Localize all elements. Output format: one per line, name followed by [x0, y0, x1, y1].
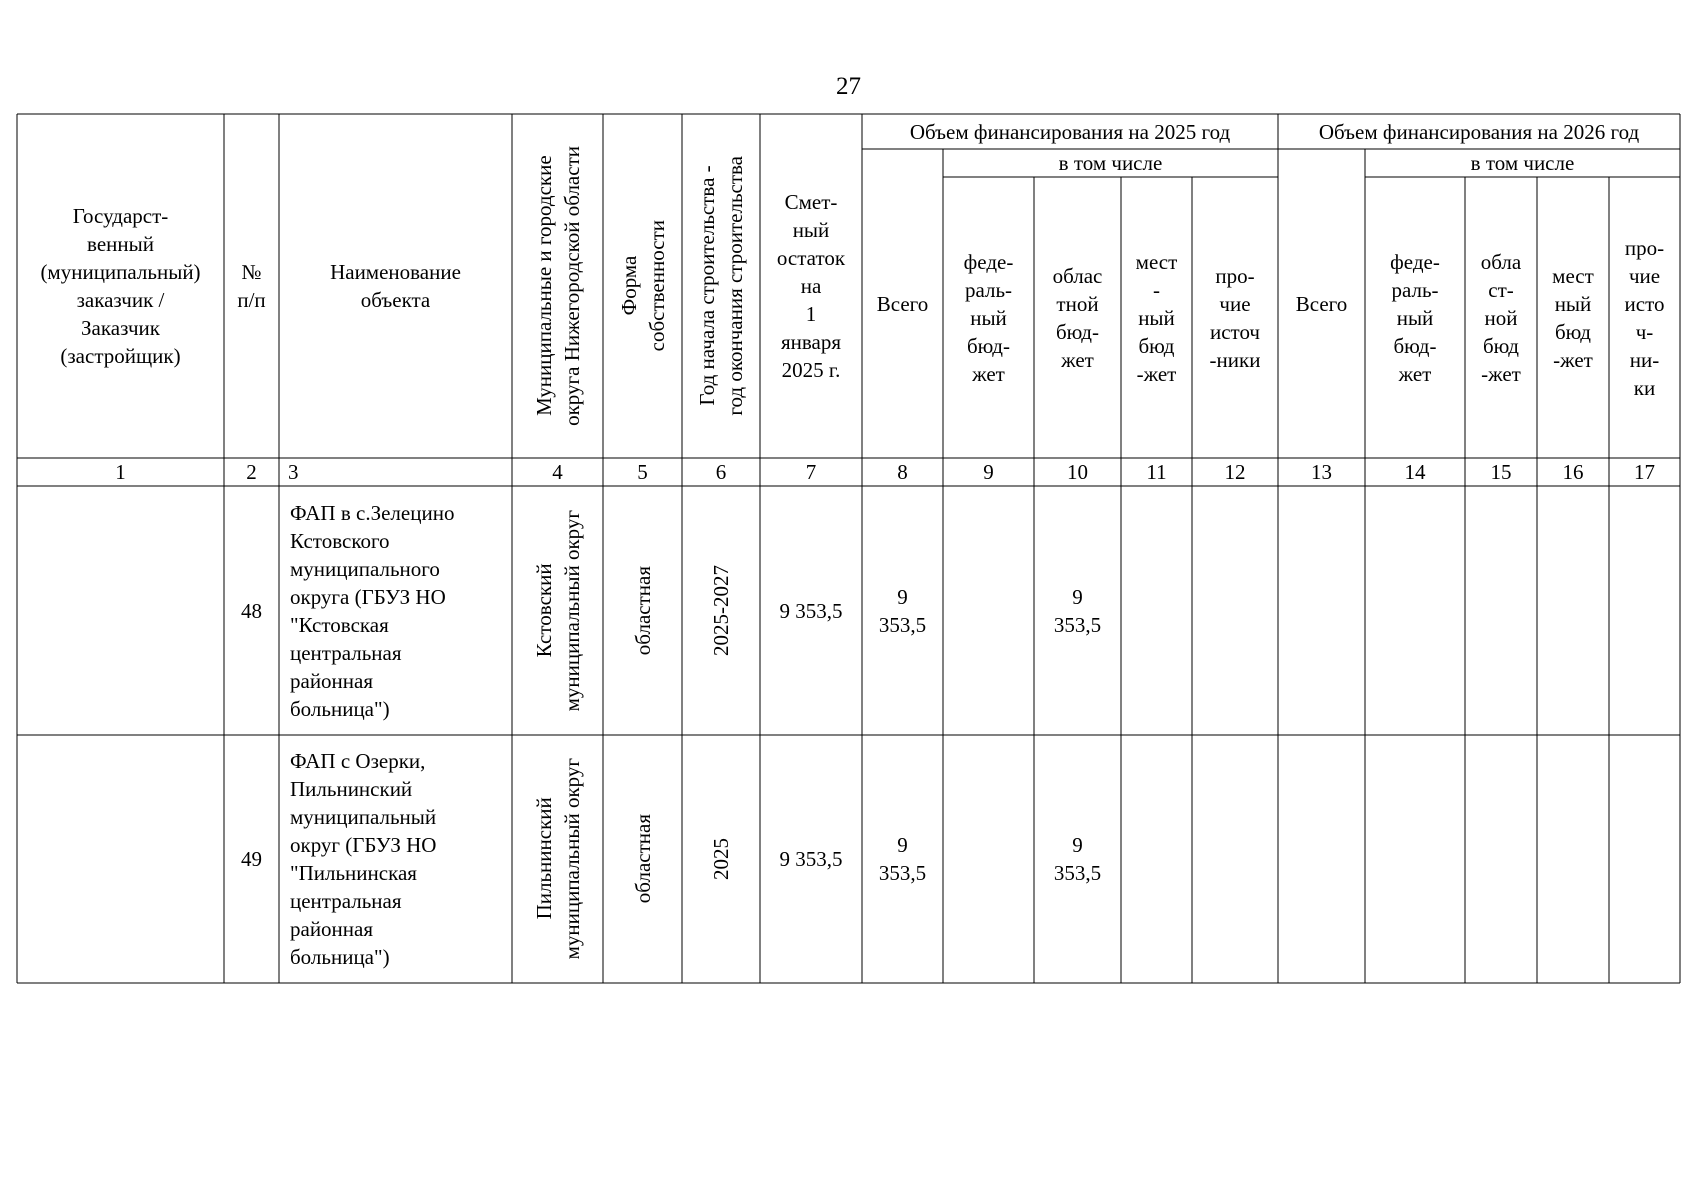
row-49-customer — [17, 735, 224, 983]
column-number: 15 — [1490, 460, 1512, 484]
row-49-number: 49 — [241, 847, 262, 871]
row-49-local-2025 — [1121, 735, 1192, 983]
header-group-2026: Объем финансирования на 2026 год — [1318, 119, 1640, 144]
header-customer: Государст- венный (муниципальный) заказчик / Заказчик (застройщик) — [40, 204, 201, 368]
column-number: 16 — [1562, 460, 1584, 484]
column-number: 3 — [288, 460, 299, 484]
row-49-other-2025 — [1192, 735, 1278, 983]
row-48-regional-2026 — [1465, 486, 1537, 735]
column-number: 6 — [715, 460, 727, 484]
row-48-total-2025: 9 353,5 — [878, 584, 927, 637]
header-federal-2025: феде- раль- ный бюд- жет — [963, 249, 1014, 386]
column-number: 9 — [983, 460, 994, 484]
header-total-2026: Всего — [1295, 291, 1348, 316]
row-49-municipality: Пильнинский муниципальный округ — [531, 758, 584, 960]
header-total-2025: Всего — [876, 291, 929, 316]
row-48-ownership: областная — [630, 565, 655, 656]
row-48-customer — [17, 486, 224, 735]
row-49-total-2026 — [1278, 735, 1365, 983]
column-number: 11 — [1146, 460, 1167, 484]
header-number: № п/п — [237, 260, 266, 312]
column-number: 12 — [1224, 460, 1246, 484]
row-49-total-2025: 9 353,5 — [878, 833, 927, 885]
row-49-regional-2025: 9 353,5 — [1053, 833, 1102, 885]
row-49-years-cell — [682, 735, 760, 983]
row-48-other-2025 — [1192, 486, 1278, 735]
header-other-2026: про- чие исто ч- ни- ки — [1624, 235, 1665, 400]
header-local-2025: мест - ный бюд -жет — [1135, 249, 1178, 386]
header-including-2025: в том числе — [1058, 151, 1163, 175]
row-48-name: ФАП в с.Зелецино Кстовского муниципального округа (ГБУЗ НО "Кстовская центральная районная больница") — [290, 500, 455, 721]
row-48-local-2026 — [1537, 486, 1609, 735]
header-group-2025: Объем финансирования на 2025 год — [909, 119, 1231, 144]
column-number: 13 — [1311, 460, 1332, 484]
header-years: Год начала строительства - год окончания строительства — [695, 156, 747, 416]
row-48-ownership-cell — [603, 486, 682, 735]
row-49-other-2026 — [1609, 735, 1680, 983]
row-49-regional-2026 — [1465, 735, 1537, 983]
column-number: 7 — [805, 460, 817, 484]
row-49-ownership-cell — [603, 735, 682, 983]
row-48-municipality-cell — [512, 486, 603, 735]
header-ownership: Форма собственности — [616, 220, 669, 352]
header-municipality: Муниципальные и городские округа Нижегородской области — [531, 146, 584, 426]
header-years-cell — [682, 114, 760, 458]
column-number: 8 — [897, 460, 908, 484]
page-number: 27 — [836, 73, 861, 100]
header-ownership-cell — [603, 114, 682, 458]
column-number: 10 — [1067, 460, 1088, 484]
row-49-ownership: областная — [630, 814, 655, 904]
column-number: 14 — [1404, 460, 1426, 484]
header-other-2025: про- чие источ -ники — [1209, 263, 1261, 372]
row-48-municipality: Кстовский муниципальный округ — [531, 509, 584, 712]
column-number: 4 — [552, 460, 563, 484]
column-number: 1 — [115, 460, 126, 484]
header-including-2026: в том числе — [1470, 151, 1575, 175]
row-48-estimate: 9 353,5 — [779, 598, 843, 623]
header-federal-2026: феде- раль- ный бюд- жет — [1390, 249, 1440, 386]
column-number: 17 — [1634, 460, 1655, 484]
row-48-federal-2025 — [943, 486, 1034, 735]
row-48-local-2025 — [1121, 486, 1192, 735]
row-48-years: 2025-2027 — [709, 565, 733, 656]
row-48-years-cell — [682, 486, 760, 735]
row-48-other-2026 — [1609, 486, 1680, 735]
row-49-local-2026 — [1537, 735, 1609, 983]
row-48-federal-2026 — [1365, 486, 1465, 735]
row-49-federal-2025 — [943, 735, 1034, 983]
row-49-municipality-cell — [512, 735, 603, 983]
row-48-total-2026 — [1278, 486, 1365, 735]
header-regional-2026: обла ст- ной бюд -жет — [1480, 249, 1522, 386]
row-49-name: ФАП с Озерки, Пильнинский муниципальный округ (ГБУЗ НО "Пильнинская центральная районная больница") — [290, 749, 437, 969]
header-name: Наименование объекта — [330, 260, 461, 312]
row-48-number: 48 — [241, 598, 262, 623]
row-49-estimate: 9 353,5 — [779, 847, 843, 871]
column-number: 5 — [637, 460, 648, 484]
row-49-federal-2026 — [1365, 735, 1465, 983]
header-municipality-cell — [512, 114, 603, 458]
header-estimate: Смет- ный остаток на 1 января 2025 г. — [776, 190, 846, 382]
row-49-years: 2025 — [709, 838, 733, 880]
column-number: 2 — [246, 460, 257, 484]
row-48-regional-2025: 9 353,5 — [1053, 584, 1102, 637]
header-local-2026: мест ный бюд -жет — [1552, 263, 1594, 372]
header-regional-2025: облас тной бюд- жет — [1052, 263, 1103, 372]
